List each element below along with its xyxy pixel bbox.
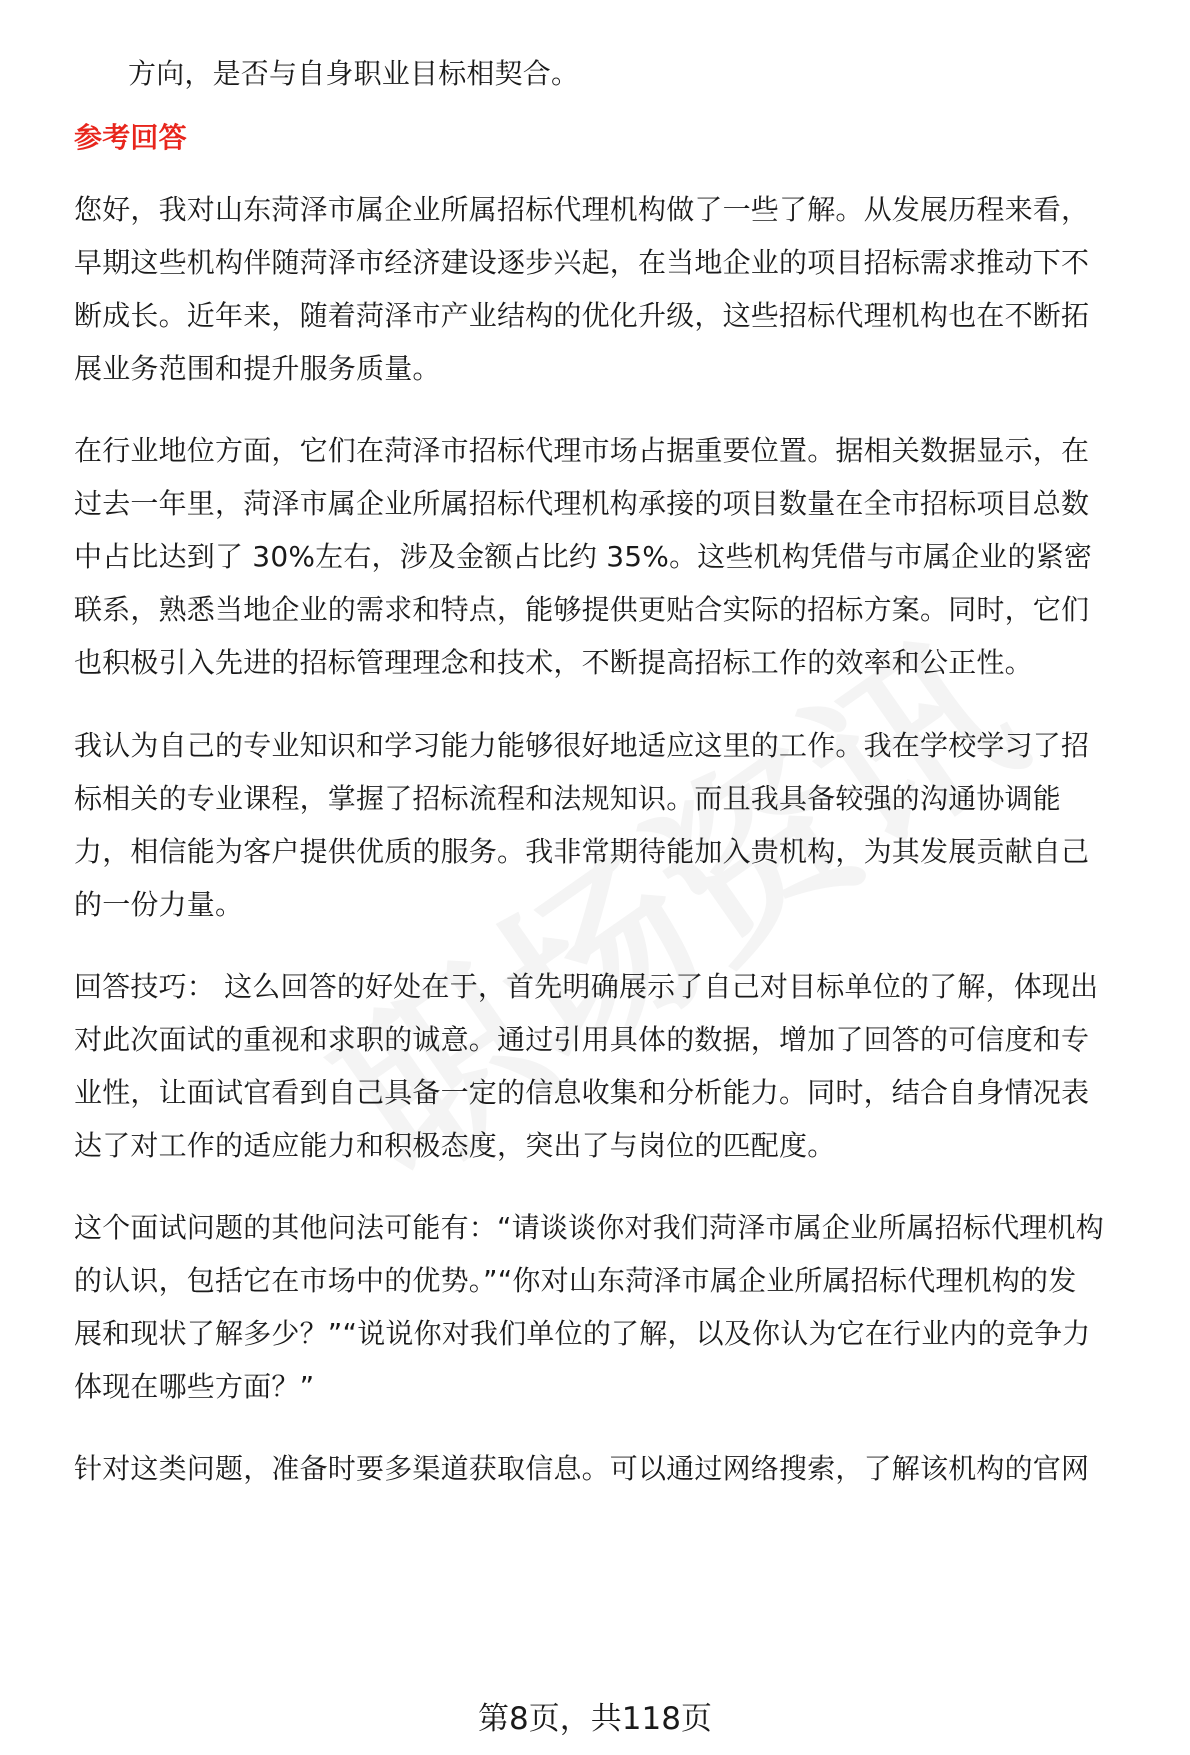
text-line: 也积极引入先进的招标管理理念和技术，不断提高招标工作的效率和公正性。 bbox=[74, 646, 1033, 679]
text-line: 的认识，包括它在市场中的优势。”“你对山东菏泽市属企业所属招标代理机构的发 bbox=[74, 1264, 1077, 1297]
text-line: 针对这类问题，准备时要多渠道获取信息。可以通过网络搜索，了解该机构的官网 bbox=[74, 1452, 1090, 1485]
text-line: 中占比达到了 30%左右，涉及金额占比约 35%。这些机构凭借与市属企业的紧密 bbox=[74, 540, 1093, 573]
text-line: 回答技巧： 这么回答的好处在于，首先明确展示了自己对目标单位的了解，体现出 bbox=[74, 970, 1099, 1003]
text-line: 业性，让面试官看到自己具备一定的信息收集和分析能力。同时，结合自身情况表 bbox=[74, 1076, 1090, 1109]
text-line: 联系，熟悉当地企业的需求和特点，能够提供更贴合实际的招标方案。同时，它们 bbox=[74, 593, 1090, 626]
text-line: 力，相信能为客户提供优质的服务。我非常期待能加入贵机构，为其发展贡献自己 bbox=[74, 835, 1090, 868]
section-heading: 参考回答 bbox=[74, 121, 187, 154]
text-line: 标相关的专业课程，掌握了招标流程和法规知识。而且我具备较强的沟通协调能 bbox=[74, 782, 1062, 815]
text-line: 对此次面试的重视和求职的诚意。通过引用具体的数据，增加了回答的可信度和专 bbox=[74, 1023, 1090, 1056]
text-line: 过去一年里，菏泽市属企业所属招标代理机构承接的项目数量在全市招标项目总数 bbox=[74, 487, 1090, 520]
page-number-footer: 第8页，共118页 bbox=[478, 1701, 712, 1737]
text-line: 在行业地位方面，它们在菏泽市招标代理市场占据重要位置。据相关数据显示，在 bbox=[74, 434, 1090, 467]
text-line: 达了对工作的适应能力和积极态度，突出了与岗位的匹配度。 bbox=[74, 1129, 836, 1162]
continuation-line: 方向，是否与自身职业目标相契合。 bbox=[128, 57, 580, 90]
text-line: 体现在哪些方面？” bbox=[74, 1370, 315, 1403]
text-line: 我认为自己的专业知识和学习能力能够很好地适应这里的工作。我在学校学习了招 bbox=[74, 729, 1090, 762]
text-line: 这个面试问题的其他问法可能有：“请谈谈你对我们菏泽市属企业所属招标代理机构 bbox=[74, 1211, 1104, 1244]
text-line: 断成长。近年来，随着菏泽市产业结构的优化升级，这些招标代理机构也在不断拓 bbox=[74, 299, 1090, 332]
text-line: 展业务范围和提升服务质量。 bbox=[74, 352, 441, 385]
text-line: 展和现状了解多少？”“说说你对我们单位的了解，以及你认为它在行业内的竞争力 bbox=[74, 1317, 1091, 1350]
text-line: 的一份力量。 bbox=[74, 888, 244, 921]
text-line: 早期这些机构伴随菏泽市经济建设逐步兴起，在当地企业的项目招标需求推动下不 bbox=[74, 246, 1090, 279]
text-line: 您好，我对山东菏泽市属企业所属招标代理机构做了一些了解。从发展历程来看， bbox=[74, 193, 1090, 226]
